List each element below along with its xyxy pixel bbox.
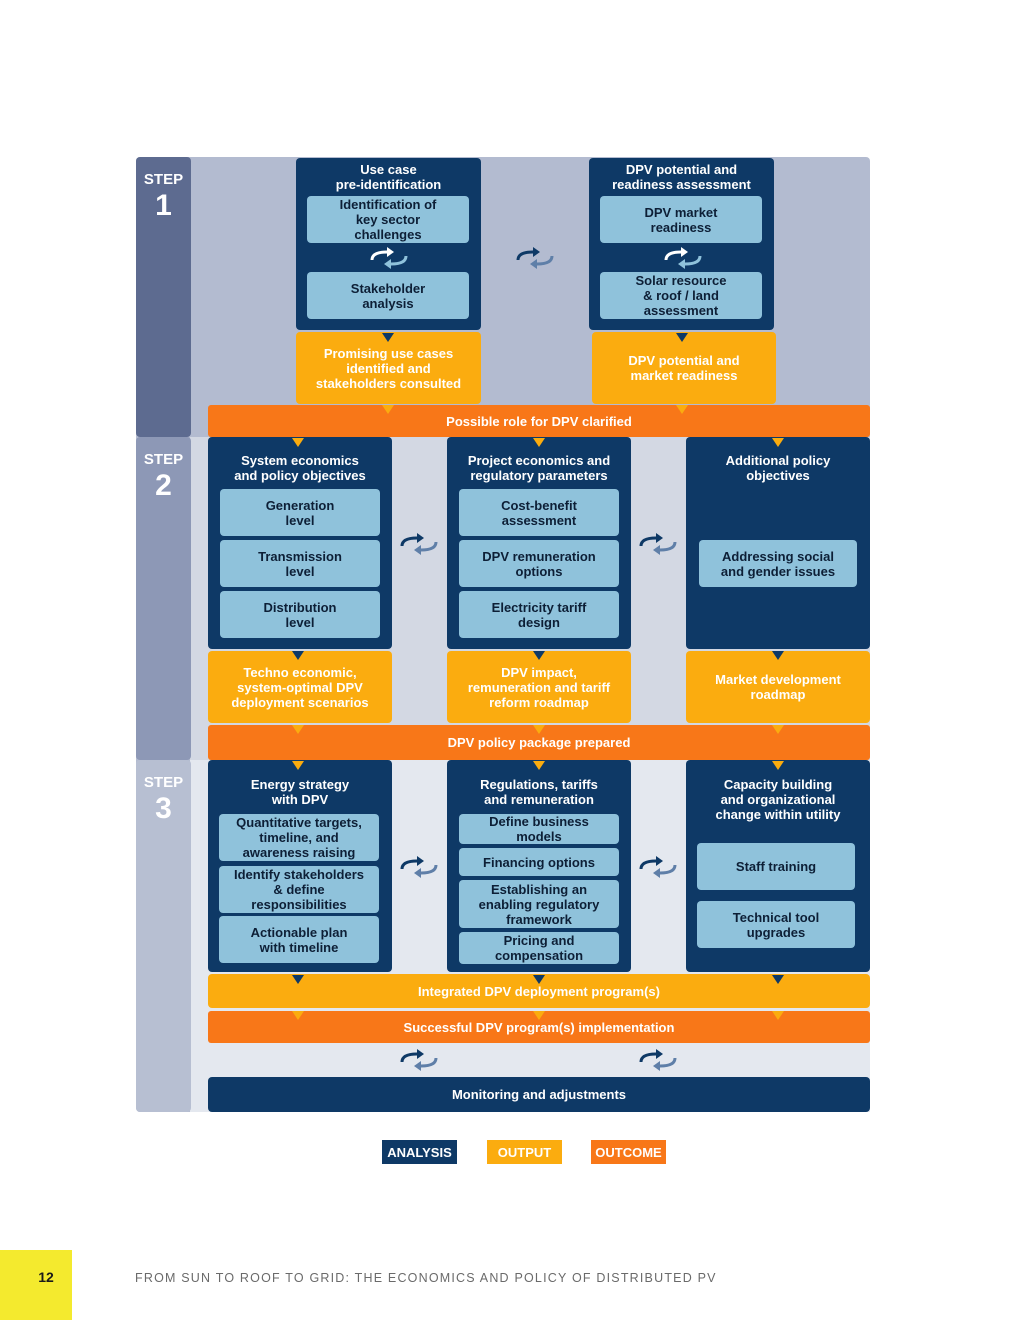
step3-box-c-item-2: Technical tool upgrades xyxy=(697,901,855,948)
step2-outcome-bar: DPV policy package prepared xyxy=(208,725,870,760)
step1-output-b: DPV potential and market readiness xyxy=(592,332,776,404)
down-arrow-icon xyxy=(772,725,784,734)
monitoring-bar: Monitoring and adjustments xyxy=(208,1077,870,1112)
step2-box-a-item-2: Transmission level xyxy=(220,540,380,587)
step3-analysis-box-b xyxy=(447,760,631,972)
step2-box-b-item-2: DPV remuneration options xyxy=(459,540,619,587)
step3-number: 3 xyxy=(155,792,172,825)
step3-analysis-box-a xyxy=(208,760,392,972)
step1-box-a-item-1: Identification of key sector challenges xyxy=(307,196,469,243)
step2-box-b-item-3: Electricity tariff design xyxy=(459,591,619,638)
step2-box-a-item-1: Generation level xyxy=(220,489,380,536)
step3-box-b-item-1: Define business models xyxy=(459,814,619,844)
step2-analysis-box-a xyxy=(208,437,392,649)
step2-box-b-item-1: Cost-benefit assessment xyxy=(459,489,619,536)
down-arrow-icon xyxy=(292,725,304,734)
down-arrow-icon xyxy=(533,725,545,734)
step1-box-a-item-2: Stakeholder analysis xyxy=(307,272,469,319)
step3-box-b-item-4: Pricing and compensation xyxy=(459,932,619,964)
step2-output-a: Techno economic, system-optimal DPV deployment scenarios xyxy=(208,651,392,723)
down-arrow-icon xyxy=(292,761,304,770)
page-tab xyxy=(0,1250,72,1320)
step2-label xyxy=(136,437,191,760)
cycle-arrows-icon xyxy=(636,855,680,879)
legend-output: OUTPUT xyxy=(487,1140,562,1164)
step3-box-b-item-3: Establishing an enabling regulatory framework xyxy=(459,880,619,928)
step3-box-c-item-1: Staff training xyxy=(697,843,855,890)
down-arrow-icon xyxy=(772,1011,784,1020)
down-arrow-icon xyxy=(533,761,545,770)
step3-output-bar: Integrated DPV deployment program(s) xyxy=(208,974,870,1008)
step2-analysis-box-b xyxy=(447,437,631,649)
down-arrow-icon xyxy=(533,651,545,660)
step3-box-a-item-3: Actionable plan with timeline xyxy=(219,916,379,963)
down-arrow-icon xyxy=(772,438,784,447)
step1-label-text: STEP xyxy=(143,171,184,188)
step2-box-a-title: System economics and policy objectives xyxy=(234,453,366,483)
step1-analysis-box-b xyxy=(589,158,774,330)
cycle-arrows-icon xyxy=(367,246,411,270)
down-arrow-icon xyxy=(533,975,545,984)
legend-outcome: OUTCOME xyxy=(591,1140,666,1164)
step2-label-text: STEP xyxy=(143,451,184,468)
down-arrow-icon xyxy=(676,333,688,342)
step1-box-b-title: DPV potential and readiness assessment xyxy=(612,162,751,192)
step3-box-c-title: Capacity building and organizational change within utility xyxy=(715,777,841,822)
down-arrow-icon xyxy=(533,438,545,447)
step1-label xyxy=(136,157,191,437)
step3-box-b-title: Regulations, tariffs and remuneration xyxy=(480,777,598,807)
step2-output-c: Market development roadmap xyxy=(686,651,870,723)
cycle-arrows-icon xyxy=(397,855,441,879)
step1-analysis-box-a xyxy=(296,158,481,330)
step3-box-b-item-2: Financing options xyxy=(459,848,619,876)
step3-label xyxy=(136,760,191,1112)
down-arrow-icon xyxy=(292,438,304,447)
down-arrow-icon xyxy=(292,1011,304,1020)
down-arrow-icon xyxy=(292,651,304,660)
down-arrow-icon xyxy=(292,975,304,984)
down-arrow-icon xyxy=(382,333,394,342)
cycle-arrows-icon xyxy=(397,1048,441,1072)
step2-number: 2 xyxy=(155,469,172,502)
down-arrow-icon xyxy=(533,1011,545,1020)
step3-outcome-bar: Successful DPV program(s) implementation xyxy=(208,1011,870,1043)
down-arrow-icon xyxy=(772,975,784,984)
step3-label-text: STEP xyxy=(143,774,184,791)
step2-box-b-title: Project economics and regulatory parameters xyxy=(467,453,611,483)
step1-outcome-bar: Possible role for DPV clarified xyxy=(208,405,870,437)
step1-output-a: Promising use cases identified and stakeholders consulted xyxy=(296,332,481,404)
step1-box-a-title: Use case pre-identification xyxy=(335,162,442,192)
step3-box-a-title: Energy strategy with DPV xyxy=(250,777,350,807)
step3-box-a-item-1: Quantitative targets, timeline, and awareness raising xyxy=(219,814,379,861)
cycle-arrows-icon xyxy=(661,246,705,270)
down-arrow-icon xyxy=(382,405,394,414)
step2-box-a-item-3: Distribution level xyxy=(220,591,380,638)
step2-box-c-title: Additional policy objectives xyxy=(725,453,831,483)
cycle-arrows-icon xyxy=(636,532,680,556)
down-arrow-icon xyxy=(676,405,688,414)
step1-box-b-item-2: Solar resource & roof / land assessment xyxy=(600,272,762,319)
step2-analysis-box-c xyxy=(686,437,870,649)
down-arrow-icon xyxy=(772,761,784,770)
down-arrow-icon xyxy=(772,651,784,660)
page-number: 12 xyxy=(38,1269,54,1285)
step2-output-b: DPV impact, remuneration and tariff reform roadmap xyxy=(447,651,631,723)
step1-number: 1 xyxy=(155,189,172,222)
footer-title: FROM SUN TO ROOF TO GRID: THE ECONOMICS AND POLICY OF DISTRIBUTED PV xyxy=(135,1271,717,1285)
step2-box-c-item-1: Addressing social and gender issues xyxy=(699,540,857,587)
cycle-arrows-icon xyxy=(397,532,441,556)
cycle-arrows-icon xyxy=(513,246,557,270)
step3-analysis-box-c xyxy=(686,760,870,972)
step3-box-a-item-2: Identify stakeholders & define responsibilities xyxy=(219,866,379,913)
legend-analysis: ANALYSIS xyxy=(382,1140,457,1164)
cycle-arrows-icon xyxy=(636,1048,680,1072)
step1-box-b-item-1: DPV market readiness xyxy=(600,196,762,243)
